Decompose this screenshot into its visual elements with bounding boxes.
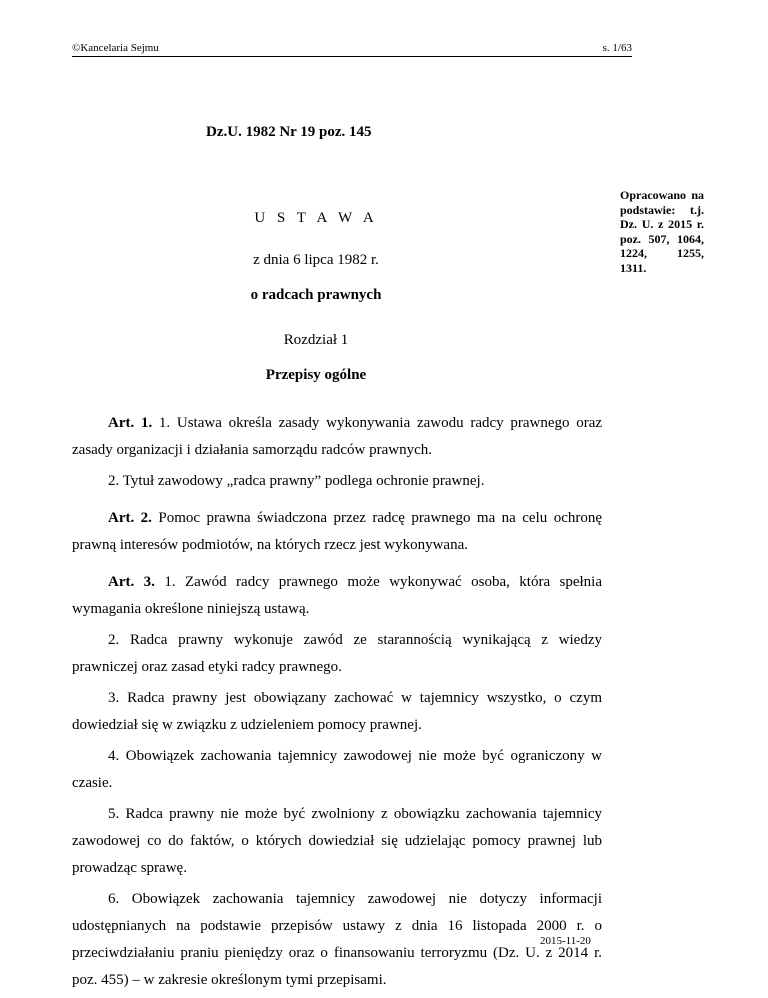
paragraph [72, 743, 602, 797]
footer-date: 2015-11-20 [540, 935, 591, 947]
act-type: U S T A W A [254, 210, 378, 226]
paragraph-text: 1. Ustawa określa zasady wykonywania zawodu radcy prawnego oraz zasady organizacji i działania samorządu radców prawnych. [72, 415, 603, 458]
act-date: z dnia 6 lipca 1982 r. [253, 252, 379, 268]
paragraph-text: 6. Obowiązek zachowania tajemnicy zawodowej nie dotyczy informacji udostępnianych na podstawie przepisów ustawy z dnia 16 listopada 2000 r. o przeciwdziałaniu praniu pieniędzy oraz o finansowaniu terroryzmu (Dz. U. z 2014 r. poz. 455) – w zakresie określonym tymi przepisami. [72, 891, 602, 988]
paragraph [72, 801, 602, 882]
act-subject: o radcach prawnych [250, 287, 382, 303]
article-label: Art. 2. [108, 510, 152, 526]
paragraph [72, 886, 602, 994]
paragraph-text: 2. Radca prawny wykonuje zawód ze starannością wynikającą z wiedzy prawniczej oraz zasad etyki radcy prawnego. [72, 632, 602, 675]
paragraph-text: Pomoc prawna świadczona przez radcę prawnego ma na celu ochronę prawną interesów podmiotów, na których rzecz jest wykonywana. [72, 510, 603, 553]
paragraph [72, 505, 602, 559]
publication-reference: Dz.U. 1982 Nr 19 poz. 145 [206, 124, 372, 140]
paragraph [72, 627, 602, 681]
paragraph-text: 2. Tytuł zawodowy „radca prawny” podlega ochronie prawnej. [108, 473, 485, 489]
document-body [72, 400, 602, 998]
article-label: Art. 3. [108, 574, 155, 590]
paragraph-text: 4. Obowiązek zachowania tajemnicy zawodowej nie może być ograniczony w czasie. [72, 748, 602, 791]
article-label: Art. 1. [108, 415, 153, 431]
page-number: s. 1/63 [602, 42, 632, 54]
paragraph [72, 468, 602, 495]
chapter-title: Przepisy ogólne [265, 367, 367, 383]
header-left: ©Kancelaria Sejmu [72, 42, 159, 54]
header-rule [72, 56, 632, 57]
paragraph [72, 410, 602, 464]
paragraph [72, 569, 602, 623]
paragraph-text: 5. Radca prawny nie może być zwolniony z obowiązku zachowania tajemnicy zawodowej co do faktów, o których dowiedział się udzielając pomocy prawnej lub prowadząc sprawę. [72, 806, 602, 876]
paragraph-text: 1. Zawód radcy prawnego może wykonywać osoba, która spełnia wymagania określone niniejszą ustawą. [72, 574, 603, 617]
chapter-number: Rozdział 1 [283, 332, 349, 348]
sidenote: Opracowano na podstawie: t.j. Dz. U. z 2015 r. poz. 507, 1064, 1224, 1255, 1311. [620, 188, 704, 275]
paragraph-text: 3. Radca prawny jest obowiązany zachować w tajemnicy wszystko, o czym dowiedział się w związku z udzieleniem pomocy prawnej. [72, 690, 602, 733]
paragraph [72, 685, 602, 739]
